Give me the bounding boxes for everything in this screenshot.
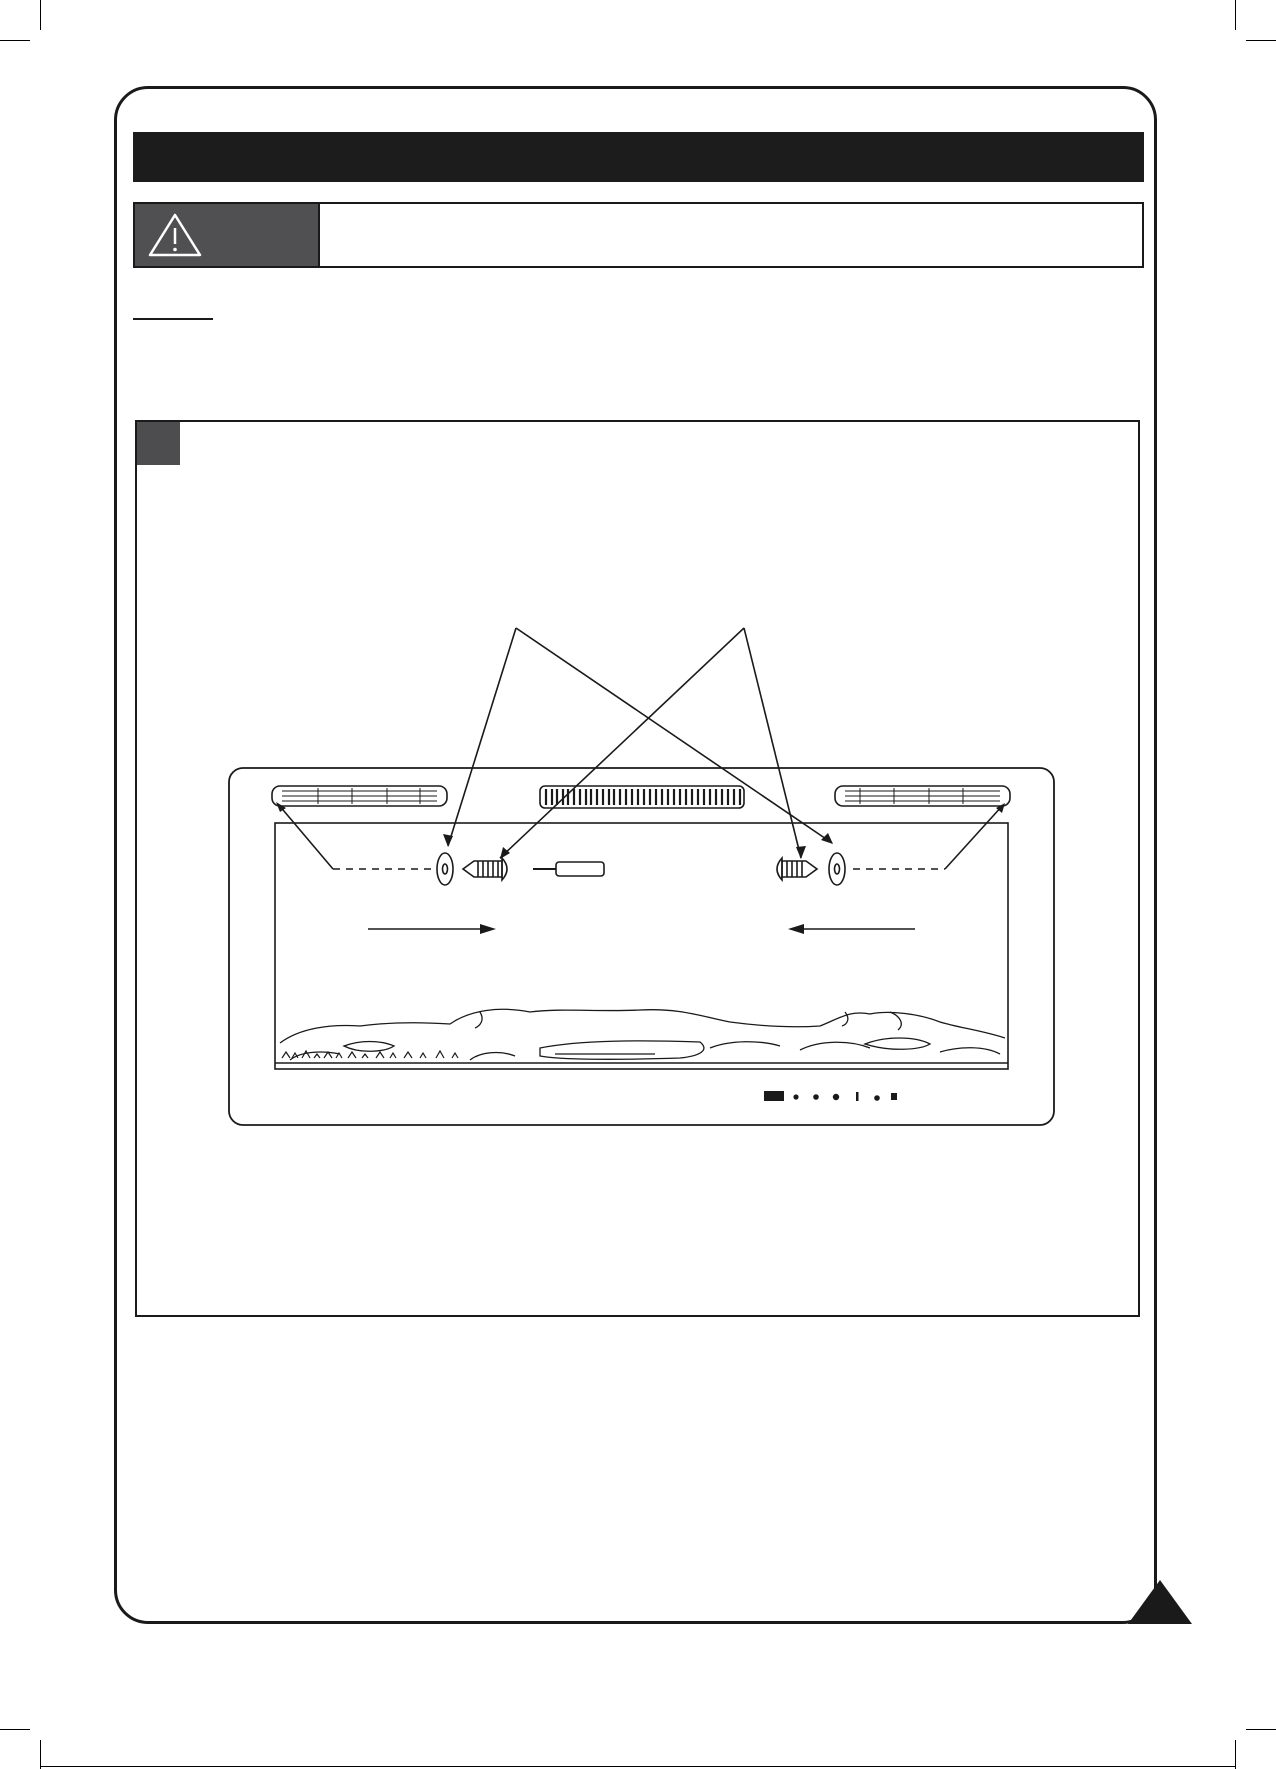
flame-icon	[793, 1094, 798, 1099]
leader-arrowheads	[443, 833, 833, 859]
flame-size-icon	[813, 1094, 819, 1100]
fireplace-body	[229, 768, 1054, 1125]
heater-grill-slats	[546, 789, 740, 805]
power-icon	[764, 1091, 784, 1101]
heater-grill	[540, 786, 744, 808]
firebox-window	[275, 823, 1008, 1069]
right-washer	[829, 853, 845, 885]
control-panel	[764, 1091, 897, 1101]
right-screw	[777, 858, 817, 880]
heat-icon	[891, 1093, 897, 1100]
left-washer	[437, 853, 453, 885]
mount-pointers	[278, 804, 1003, 869]
page-corner-triangle	[1126, 1578, 1194, 1626]
screwdriver-icon	[533, 862, 604, 876]
light-icon	[833, 1094, 839, 1100]
ember-dots	[282, 1051, 458, 1058]
timer-icon	[874, 1095, 880, 1101]
left-screw	[463, 858, 507, 880]
log-bed	[280, 1009, 1005, 1060]
thermometer-icon	[856, 1092, 859, 1101]
